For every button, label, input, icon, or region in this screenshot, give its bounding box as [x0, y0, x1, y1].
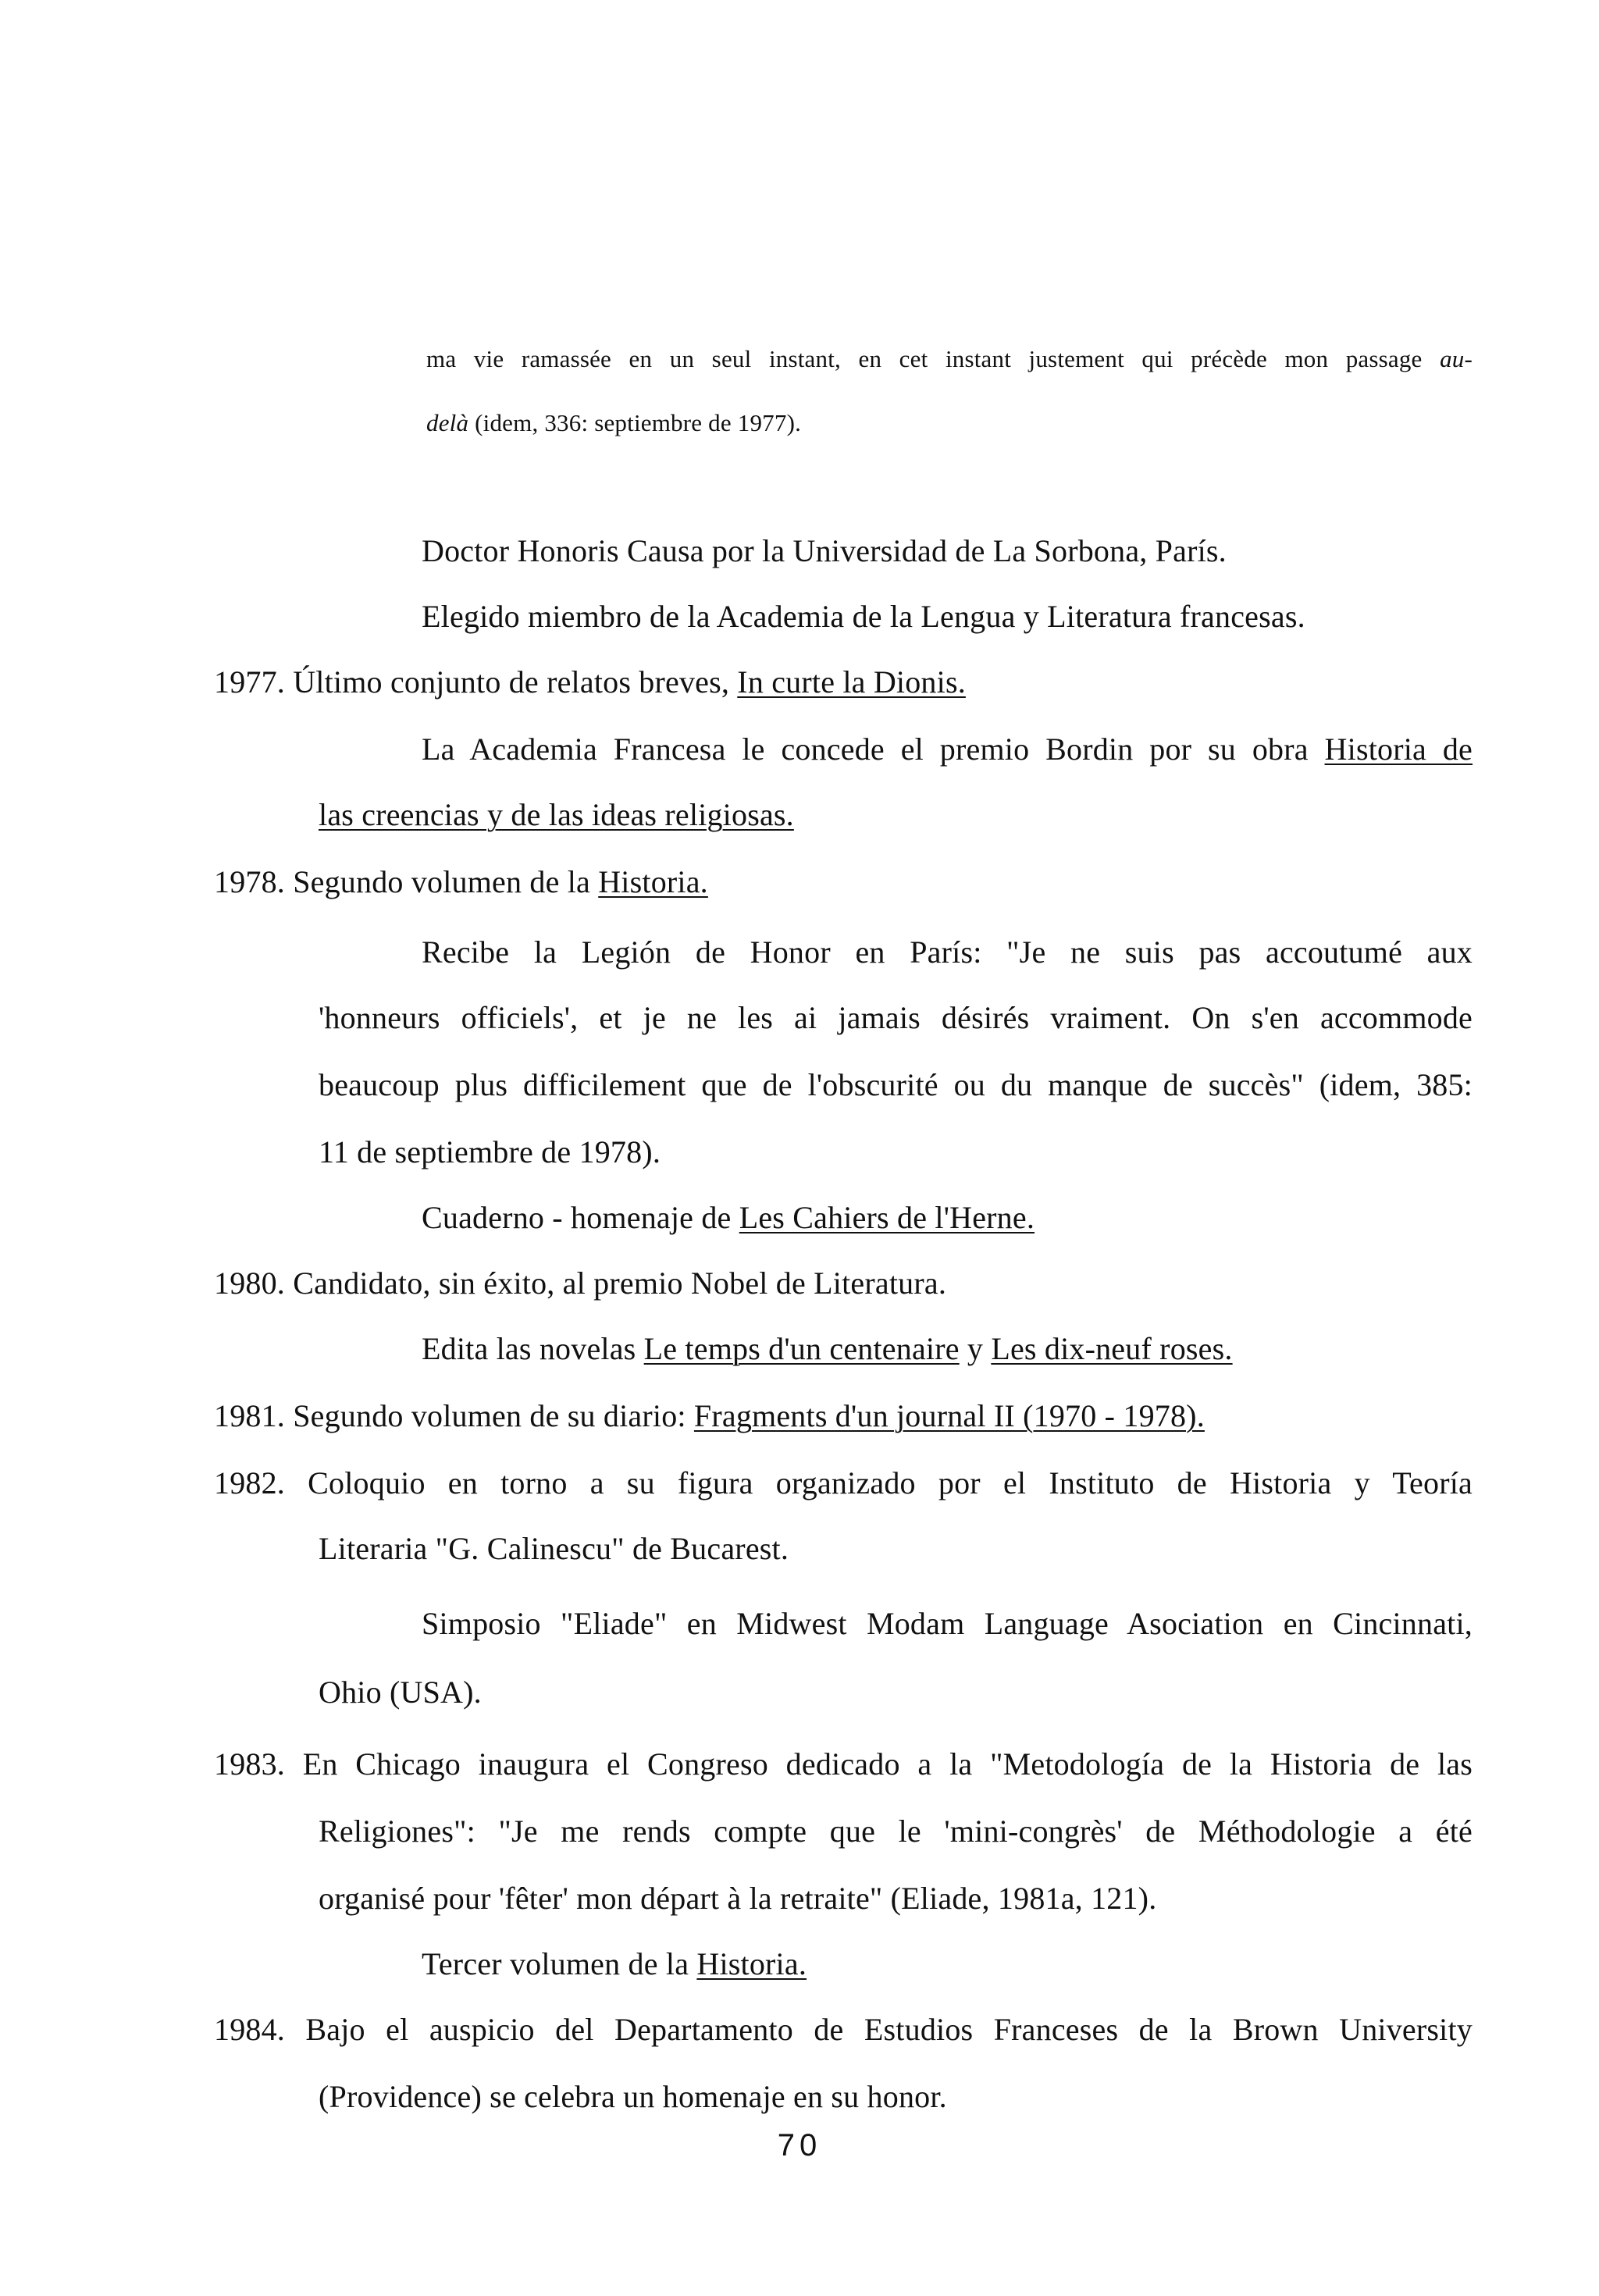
entry-tercer-volumen	[422, 1945, 807, 1983]
entry-legion-honor-1: Recibe la Legión de Honor en París: "Je ne suis pas accoutumé aux	[422, 934, 1473, 970]
entry-doctor-honoris: Doctor Honoris Causa por la Universidad de La Sorbona, París.	[422, 533, 1227, 568]
quote-text: ma vie ramassée en un seul instant, en cet instant justement qui précède mon passage	[426, 345, 1423, 372]
book-title: Les Cahiers de l'Herne.	[739, 1200, 1035, 1235]
entry-novelas	[422, 1330, 1233, 1368]
book-title: Le temps d'un centenaire	[643, 1331, 960, 1366]
entry-simposio-2: Ohio (USA).	[319, 1675, 482, 1710]
book-title: In curte la Dionis.	[737, 664, 966, 699]
entry-legion-honor-2: 'honneurs officiels', et je ne les ai jamais désirés vraiment. On s'en accommode	[319, 1000, 1473, 1035]
entry-academia-member: Elegido miembro de la Academia de la Lengua y Literatura francesas.	[422, 599, 1305, 634]
entry-text: La Academia Francesa le concede el premio Bordin por su obra	[422, 732, 1309, 767]
entry-text: y	[967, 1331, 984, 1366]
book-title: Les dix-neuf roses.	[991, 1331, 1233, 1366]
quote-line-2	[426, 404, 801, 442]
entry-1983-3: organisé pour 'fêter' mon départ à la retraite" (Eliade, 1981a, 121).	[319, 1881, 1157, 1916]
entry-1983-2: Religiones": "Je me rends compte que le 'mini-congrès' de Méthodologie a été	[319, 1814, 1473, 1849]
entry-1977	[214, 664, 966, 701]
entry-text: Tercer volumen de la	[422, 1946, 689, 1981]
quote-line-1	[426, 340, 1473, 378]
entry-1980: 1980. Candidato, sin éxito, al premio Nobel de Literatura.	[214, 1265, 947, 1301]
entry-text: Edita las novelas	[422, 1331, 636, 1366]
entry-1984-2: (Providence) se celebra un homenaje en su honor.	[319, 2079, 947, 2114]
quote-citation: (idem, 336: septiembre de 1977).	[475, 409, 802, 436]
entry-text: Cuaderno - homenaje de	[422, 1200, 732, 1235]
entry-1983-1: 1983. En Chicago inaugura el Congreso dedicado a la "Metodología de la Historia de las	[214, 1746, 1473, 1782]
book-title: Historia.	[696, 1946, 807, 1981]
entry-text: 1981. Segundo volumen de su diario:	[214, 1398, 686, 1433]
entry-1981	[214, 1397, 1205, 1435]
entry-premio-bordin-2	[319, 796, 794, 834]
entry-legion-honor-3: beaucoup plus difficilement que de l'obscurité ou du manque de succès" (idem, 385:	[319, 1067, 1473, 1102]
page-number: 70	[777, 2128, 822, 2163]
entry-1982-1: 1982. Coloquio en torno a su figura organizado por el Instituto de Historia y Teoría	[214, 1465, 1473, 1500]
entry-text: 1978. Segundo volumen de la	[214, 864, 591, 899]
quote-italic: delà	[426, 409, 469, 436]
entry-legion-honor-4: 11 de septiembre de 1978).	[319, 1134, 661, 1169]
book-title: Fragments d'un journal II (1970 - 1978).	[693, 1398, 1205, 1433]
entry-1982-2: Literaria "G. Calinescu" de Bucarest.	[319, 1531, 789, 1566]
book-title: las creencias y de las ideas religiosas.	[319, 797, 794, 832]
quote-italic: au-	[1440, 345, 1473, 372]
book-title: Historia de	[1324, 732, 1473, 767]
entry-cuaderno	[422, 1199, 1035, 1237]
book-title: Historia.	[598, 864, 708, 899]
entry-1984-1: 1984. Bajo el auspicio del Departamento de Estudios Franceses de la Brown University	[214, 2012, 1473, 2047]
entry-1978	[214, 863, 708, 901]
entry-premio-bordin-1	[422, 731, 1473, 768]
entry-simposio-1: Simposio "Eliade" en Midwest Modam Language Asociation en Cincinnati,	[422, 1606, 1473, 1641]
entry-text: 1977. Último conjunto de relatos breves,	[214, 664, 730, 699]
